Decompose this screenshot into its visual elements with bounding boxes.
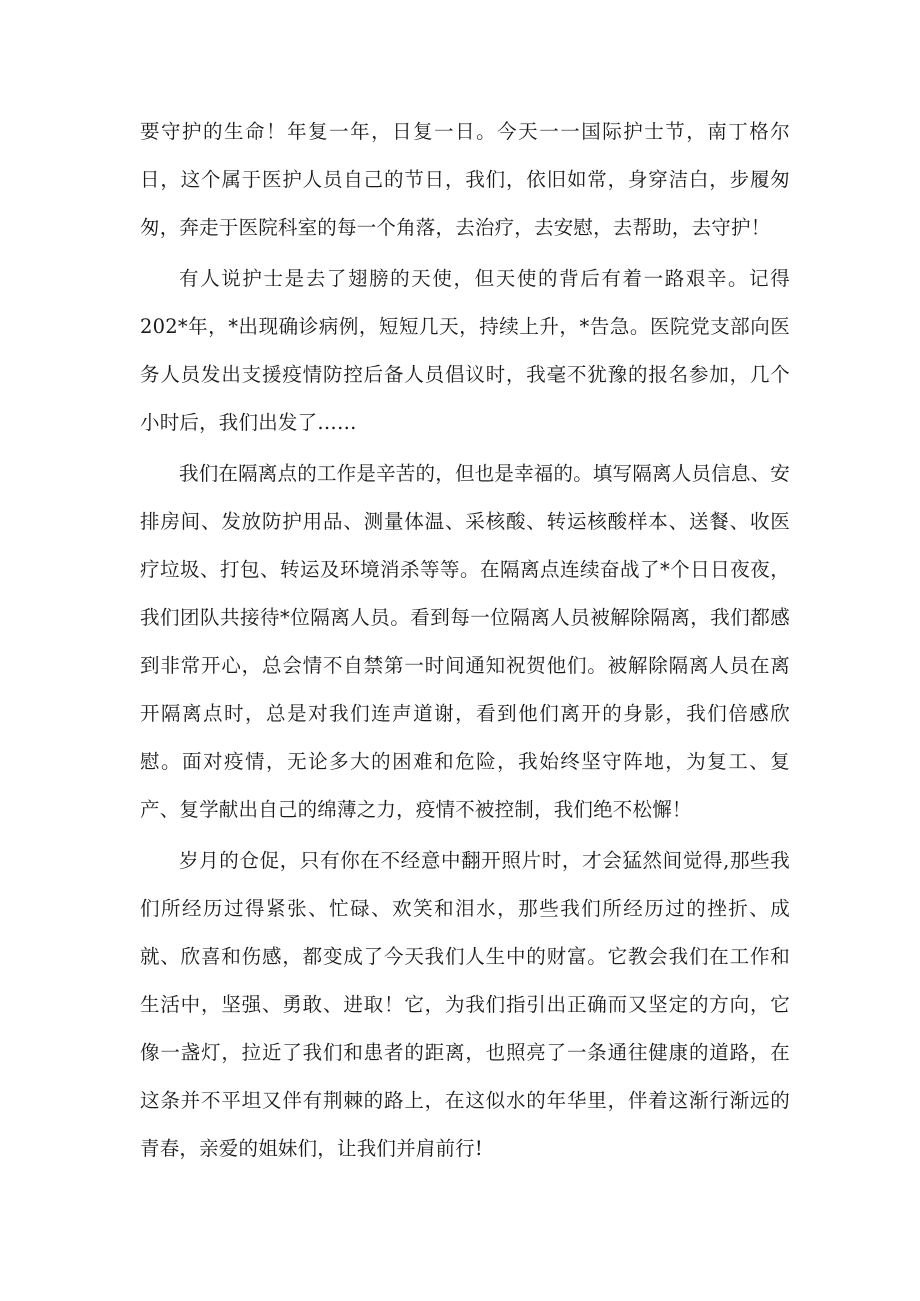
paragraph-1: 要守护的生命！年复一年，日复一日。今天一一国际护士节，南丁格尔日，这个属于医护人员自己的节日，我们，依旧如常，身穿洁白，步履匆匆，奔走于医院科室的每一个角落，去治疗，去安慰，去帮助，去守护！	[140, 120, 790, 239]
paragraph-4: 岁月的仓促，只有你在不经意中翻开照片时，才会猛然间觉得,那些我们所经历过得紧张、忙碌、欢笑和泪水，那些我们所经历过的挫折、成就、欣喜和伤感，都变成了今天我们人生中的财富。它教会我们在工作和生活中，坚强、勇敢、进取！它，为我们指引出正确而又坚定的方向，它像一盏灯，拉近了我们和患者的距离，也照亮了一条通往健康的道路，在这条并不平坦又伴有荆棘的路上，在这似水的年华里，伴着这渐行渐远的青春，亲爱的姐妹们，让我们并肩前行!	[140, 849, 790, 1160]
paragraph-2: 有人说护士是去了翅膀的天使，但天使的背后有着一路艰辛。记得202*年，*出现确诊病例，短短几天，持续上升，*告急。医院党支部向医务人员发出支援疫情防控后备人员倡议时，我毫不犹豫的报名参加，几个小时后，我们出发了……	[140, 267, 790, 434]
body-text	[140, 108, 790, 1173]
paragraph-3: 我们在隔离点的工作是辛苦的，但也是幸福的。填写隔离人员信息、安排房间、发放防护用品、测量体温、采核酸、转运核酸样本、送餐、收医疗垃圾、打包、转运及环境消杀等等。在隔离点连续奋战了*个日日夜夜，我们团队共接待*位隔离人员。看到每一位隔离人员被解除隔离，我们都感到非常开心，总会情不自禁第一时间通知祝贺他们。被解除隔离人员在离开隔离点时，总是对我们连声道谢，看到他们离开的身影，我们倍感欣慰。面对疫情，无论多大的困难和危险，我始终坚守阵地，为复工、复产、复学献出自己的绵薄之力，疫情不被控制，我们绝不松懈！	[140, 462, 790, 821]
